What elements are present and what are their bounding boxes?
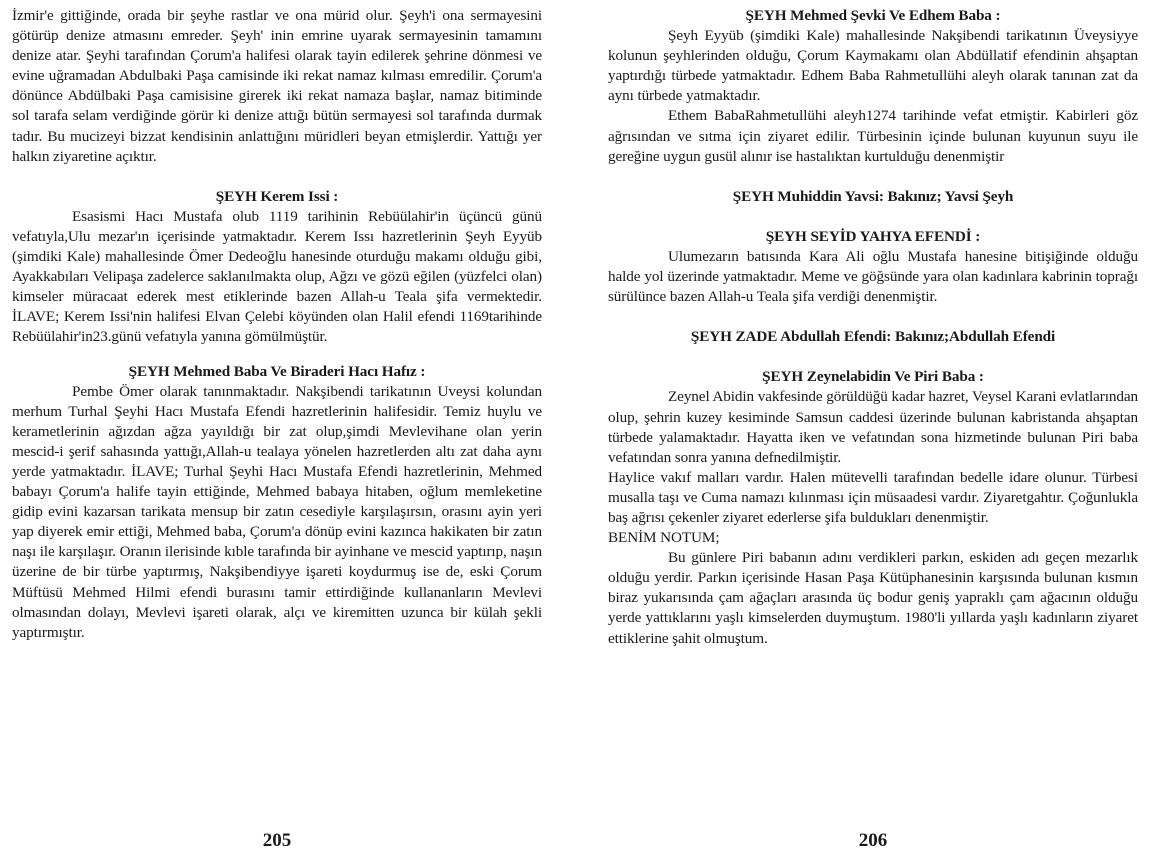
heading-seyh-zade: ŞEYH ZADE Abdullah Efendi: Bakınız;Abdullah Efendi bbox=[690, 328, 1056, 346]
benim-notum-label: BENİM NOTUM; bbox=[608, 529, 720, 547]
paragraph-notum: Bu günlere Piri babanın adını verdikleri parkın, eskiden adı geçen mezarlık olduğu yerdir. Parkın içerisinde Hasan Paşa Kütüphanesinin karşısında bulunan kısmın biraz yukarısında çam ağaçları arasında üç bodur geniş yapraklı çam ağacının olduğu yerde yattıklarını yaşlı kimselerden duymuştum. 1980'li yıllarda yaşlı kadınların ziyaret ettiklerine şahit olmuştum. bbox=[608, 549, 1138, 647]
page-number-left: 205 bbox=[262, 830, 292, 851]
left-column bbox=[12, 6, 542, 643]
paragraph-mehmed-sevki: Şeyh Eyyüb (şimdiki Kale) mahallesinde Nakşibendi tarikatının Üveysiyye kolunun şeyhlerinden olduğu, Çorum Kaymakamı olan Abdüllatif efendinin ahşaptan yaptırdığı türbede yatmaktadır. Edhem Baba Rahmetullühi aleyh olarak tanınan zat da aynı türbede yatmaktadır. bbox=[608, 27, 1138, 105]
paragraph-intro: İzmir'e gittiğinde, orada bir şeyhe rastlar ve ona mürid olur. Şeyh'i ona sermayesini götürüp denize atmasını emreder. Şeyh' inin emrine uyarak sermayesinin tamamını denize atar. Şeyhi tarafından Çorum'a halifesi olarak tayin edilerek şehrine dönmesi ve evine uğramadan Abdulbaki Paşa camisinde iki rekat namaz kılması emredilir. Çorum'a dönünce Abdülbaki Paşa camisisine girerek iki rekat namaza başlar, namaz bitiminde sol tarafa selam verdiğinde görür ki denize attığı bütün sermayesi sol tarafında durmak tadır. Bu mucizeyi bizzat kendisinin anlattığını müridleri beyan etmişlerdir. Yattığı yer halkın ziyaretine açıktır. bbox=[12, 7, 542, 165]
paragraph-mehmed-baba: Pembe Ömer olarak tanınmaktadır. Nakşibendi tarikatının Uveysi kolundan merhum Turhal Şeyhi Hacı Mustafa Efendi hazretlerinin halifesidir. Temiz huylu ve kerametlerinin ağızdan ağza yayıldığı bir zat olup,şimdi Mevlevihane olan yerin mescid-i şerif sahasında yattığı,Allah-u tealaya yönelen hazretlerden altı zat daha aynı yerde yatmaktadır. İLAVE; Turhal Şeyhi Hacı Mustafa Efendi hazretlerinin, Mehmed babayı Çorum'a halife tayin ettiğinde, Mehmed babaya hitaben, oğlum memleketine gidip evini kazarsan tarikata mensup bir zatın cesediyle karşılaşırsın, orasını ayin yeri yap diyerek emir ettiği, Mehmed baba, Çorum'a dönüp evini kazınca hakikaten bir zatın naşı ile karşılaşır. Oranın ilerisinde kıble tarafında bir ayinhane ve mescid yaptırıp, naşın üzerine de bir türbe yaptırmış, Nakşibendiyye işareti koydurmuş ise de, eski Çorum Müftüsü Mehmed Hilmi efendi burasını tamir ettirdiğinde kullananların Mevlevi olmasından dolayı, Mevlevi işareti olarak, alçı ve kiremitten uzunca bir külah şekli yaptırmıştır. bbox=[12, 382, 542, 641]
page-number-right: 206 bbox=[858, 830, 888, 851]
right-column bbox=[608, 6, 1138, 649]
heading-zeynelabidin: ŞEYH Zeynelabidin Ve Piri Baba : bbox=[762, 368, 984, 386]
paragraph-kerem-issi: Esasismi Hacı Mustafa olub 1119 tarihinin Rebüülahir'in üçüncü günü vefatıyla,Ulu mezar'ın içerisinde yatmaktadır. Kerem Issı hazretlerinin Şeyh Eyyüb (şimdiki Kale) mahallesinde Ömer Dedeoğlu hanesinde oturduğu makamı olduğu gibi, Ayakkabıları Velipaşa zadelerce saklanılmakta olup, Ağzı ve gözü eğilen (yüzfelci olan) kimseler müracaat ederek mest etiklerinde bazen Allah-u Teala şifa vermektedir. İLAVE; Kerem Issi'nin halifesi Elvan Çelebi köyünden olan Halil efendi 1169tarihinde Rebüülahir'in23.günü vefatıyla yanına gömülmüştür. bbox=[12, 207, 542, 346]
left-page bbox=[12, 6, 542, 858]
heading-muhiddin-yavsi: ŞEYH Muhiddin Yavsi: Bakınız; Yavsi Şeyh bbox=[732, 187, 1014, 205]
paragraph-seyid-yahya: Ulumezarın batısında Kara Ali oğlu Mustafa hanesine bitişiğinde olduğu halde yol üzerinde yatmaktadır. Meme ve göğsünde yara olan kadınlara kabrinin toprağı sürülünce bazen Allah-u Teala şifa verdiği denenmiştir. bbox=[608, 247, 1138, 306]
heading-kerem-issi: ŞEYH Kerem Issi : bbox=[215, 187, 339, 205]
paragraph-ethem-baba: Ethem BabaRahmetullühi aleyh1274 tarihinde vefat etmiştir. Kabirleri göz ağrısından ve sıtma için ziyaret edilir. Türbesinin içinde bulunan kuyunun suyu ile gereğine uygun gusül alınır ise hastalıktan kurtulduğu denenmiştir bbox=[608, 107, 1138, 165]
paragraph-zeynelabidin: Zeynel Abidin vakfesinde görüldüğü kadar hazret, Veysel Karani evlatlarından olup, şehrin kuzey kesiminde Samsun caddesi üzerinde bulunan kabristanda ahşaptan türbede yalamaktadır. Hayatta iken ve vefatından sona hizmetinde bulunan Piri baba vefatından sonra yanına defnedilmiştir. bbox=[608, 388, 1138, 466]
heading-mehmed-sevki: ŞEYH Mehmed Şevki Ve Edhem Baba : bbox=[745, 7, 1001, 24]
heading-mehmed-baba: ŞEYH Mehmed Baba Ve Biraderi Hacı Hafız : bbox=[128, 362, 426, 380]
paragraph-haylice: Haylice vakıf malları vardır. Halen mütevelli tarafından bedelle idare olunur. Türbesi musalla taşı ve Cuma namazı kılınması için müsaadesi vardır. Ziyaretgahtır. Çoğunlukla baş ağrısı çekenler ziyaret ederlerse şifa buldukları denenmiştir. bbox=[608, 468, 1138, 526]
right-page bbox=[608, 6, 1138, 858]
heading-seyid-yahya: ŞEYH SEYİD YAHYA EFENDİ : bbox=[765, 227, 981, 245]
